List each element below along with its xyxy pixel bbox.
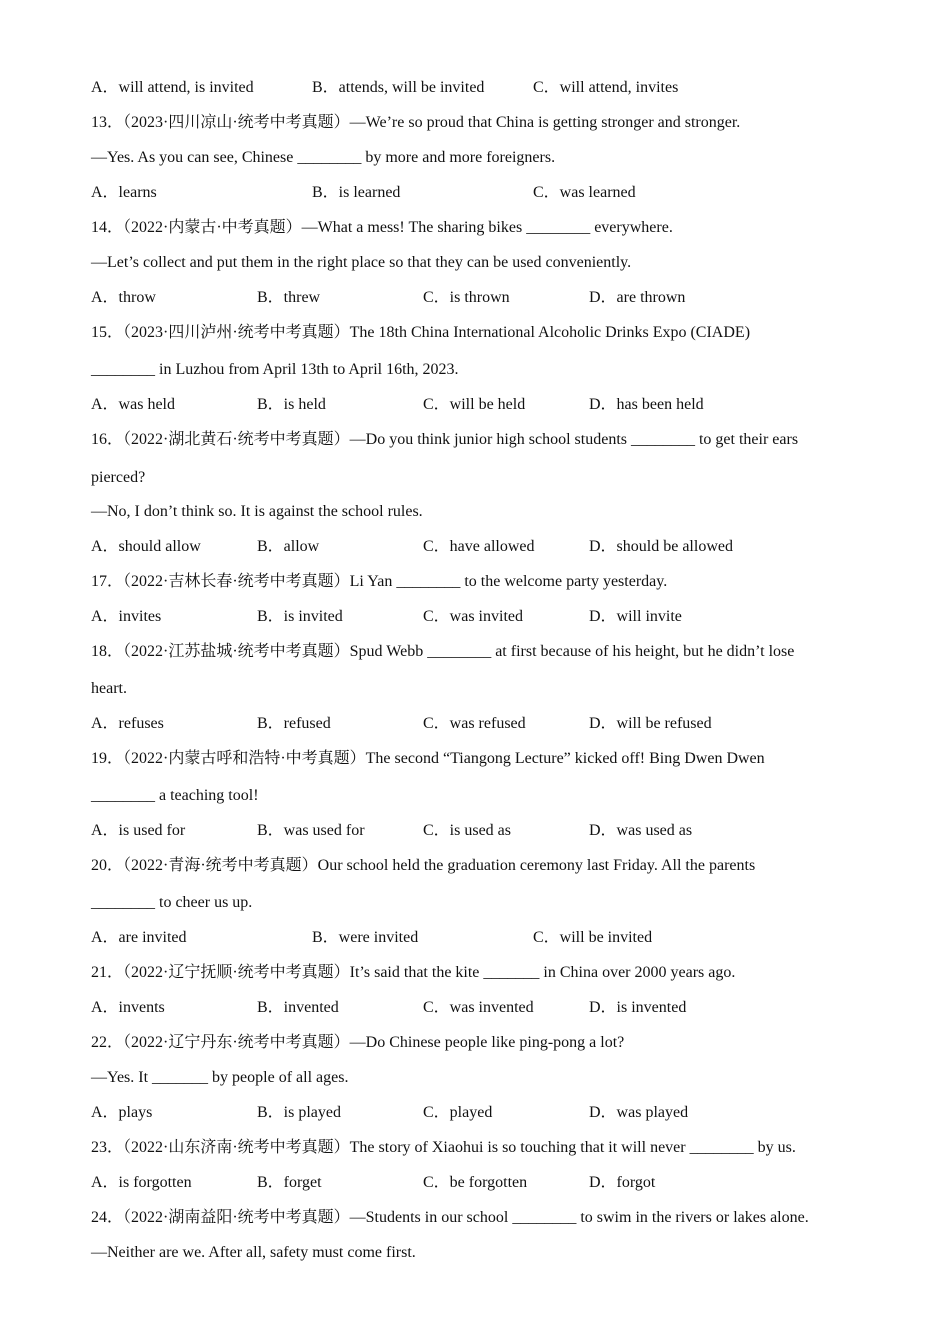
answer-option-c: C．is used as xyxy=(423,822,512,839)
question-line: 24．（2022·湖南益阳·统考中考真题）—Students in our school ________ to swim in the rivers or lakes alone. xyxy=(91,1209,809,1226)
answer-options xyxy=(91,998,891,1018)
question-line: 21．（2022·辽宁抚顺·统考中考真题）It’s said that the kite _______ in China over 2000 years ago. xyxy=(91,964,736,981)
answer-option-b: B．is invited xyxy=(257,608,343,625)
question-line: ________ to cheer us up. xyxy=(91,894,253,911)
answer-option-a: A．plays xyxy=(91,1104,153,1121)
answer-option-a: A．will attend, is invited xyxy=(91,79,254,96)
question-line: 18．（2022·江苏盐城·统考中考真题）Spud Webb ________ at first because of his height, but he didn’t lose xyxy=(91,643,795,660)
question-line: 14．（2022·内蒙古·中考真题）—What a mess! The sharing bikes ________ everywhere. xyxy=(91,219,673,236)
answer-option-c: C．be forgotten xyxy=(423,1174,528,1191)
question-line: ________ a teaching tool! xyxy=(91,787,259,804)
answer-option-c: C．will attend, invites xyxy=(533,79,679,96)
answer-option-a: A．are invited xyxy=(91,929,187,946)
question-line: —No, I don’t think so. It is against the school rules. xyxy=(91,503,423,520)
question-line: 15．（2023·四川泸州·统考中考真题）The 18th China International Alcoholic Drinks Expo (CIADE) xyxy=(91,324,751,341)
answer-option-d: D．was played xyxy=(589,1104,689,1121)
answer-option-c: C．have allowed xyxy=(423,538,535,555)
answer-option-d: D．will invite xyxy=(589,608,682,625)
question-line: 17．（2022·吉林长春·统考中考真题）Li Yan ________ to the welcome party yesterday. xyxy=(91,573,668,590)
answer-option-b: B．invented xyxy=(257,999,339,1016)
question-line: 23．（2022·山东济南·统考中考真题）The story of Xiaohui is so touching that it will never ________ by us. xyxy=(91,1139,796,1156)
question-line: heart. xyxy=(91,680,127,697)
answer-option-a: A．throw xyxy=(91,289,156,306)
answer-option-d: D．will be refused xyxy=(589,715,712,732)
question-line: —Let’s collect and put them in the right place so that they can be used conveniently. xyxy=(91,254,632,271)
answer-option-a: A．invents xyxy=(91,999,165,1016)
answer-options xyxy=(91,928,891,948)
question-line: pierced? xyxy=(91,469,146,486)
answer-option-b: B．threw xyxy=(257,289,321,306)
answer-option-b: B．allow xyxy=(257,538,320,555)
answer-option-d: D．was used as xyxy=(589,822,693,839)
answer-option-c: C．was refused xyxy=(423,715,526,732)
answer-options xyxy=(91,607,891,627)
answer-option-b: B．attends, will be invited xyxy=(312,79,485,96)
answer-options xyxy=(91,395,891,415)
question-line: —Neither are we. After all, safety must come first. xyxy=(91,1244,416,1261)
answer-option-d: D．is invented xyxy=(589,999,687,1016)
answer-option-a: A．refuses xyxy=(91,715,164,732)
question-line: 19．（2022·内蒙古呼和浩特·中考真题）The second “Tiangong Lecture” kicked off! Bing Dwen Dwen xyxy=(91,750,765,767)
answer-option-c: C．will be held xyxy=(423,396,526,413)
question-line: 16．（2022·湖北黄石·统考中考真题）—Do you think junior high school students ________ to get their ears xyxy=(91,431,799,448)
answer-option-a: A．is forgotten xyxy=(91,1174,192,1191)
answer-option-a: A．was held xyxy=(91,396,175,413)
answer-option-c: C．played xyxy=(423,1104,493,1121)
answer-option-c: C．is thrown xyxy=(423,289,510,306)
answer-option-c: C．will be invited xyxy=(533,929,653,946)
answer-option-a: A．is used for xyxy=(91,822,186,839)
answer-option-d: D．has been held xyxy=(589,396,704,413)
answer-option-c: C．was invented xyxy=(423,999,534,1016)
answer-options xyxy=(91,288,891,308)
answer-option-a: A．should allow xyxy=(91,538,201,555)
answer-option-d: D．are thrown xyxy=(589,289,686,306)
question-line: 20．（2022·青海·统考中考真题）Our school held the graduation ceremony last Friday. All the parents xyxy=(91,857,756,874)
answer-option-b: B．is held xyxy=(257,396,326,413)
question-line: —Yes. As you can see, Chinese ________ by more and more foreigners. xyxy=(91,149,556,166)
answer-option-b: B．is learned xyxy=(312,184,401,201)
answer-option-b: B．was used for xyxy=(257,822,365,839)
question-line: 22．（2022·辽宁丹东·统考中考真题）—Do Chinese people like ping-pong a lot? xyxy=(91,1034,625,1051)
answer-options xyxy=(91,821,891,841)
answer-options xyxy=(91,1103,891,1123)
answer-options xyxy=(91,714,891,734)
answer-option-d: D．forgot xyxy=(589,1174,656,1191)
answer-option-b: B．were invited xyxy=(312,929,419,946)
answer-option-a: A．learns xyxy=(91,184,157,201)
question-line: 13．（2023·四川凉山·统考中考真题）—We’re so proud that China is getting stronger and stronger. xyxy=(91,114,741,131)
question-line: ________ in Luzhou from April 13th to April 16th, 2023. xyxy=(91,361,459,378)
answer-options xyxy=(91,78,891,98)
answer-options xyxy=(91,537,891,557)
answer-option-b: B．is played xyxy=(257,1104,341,1121)
answer-option-b: B．forget xyxy=(257,1174,322,1191)
answer-option-c: C．was learned xyxy=(533,184,636,201)
answer-options xyxy=(91,183,891,203)
answer-options xyxy=(91,1173,891,1193)
question-line: —Yes. It _______ by people of all ages. xyxy=(91,1069,349,1086)
answer-option-c: C．was invited xyxy=(423,608,523,625)
answer-option-a: A．invites xyxy=(91,608,162,625)
answer-option-d: D．should be allowed xyxy=(589,538,733,555)
answer-option-b: B．refused xyxy=(257,715,331,732)
